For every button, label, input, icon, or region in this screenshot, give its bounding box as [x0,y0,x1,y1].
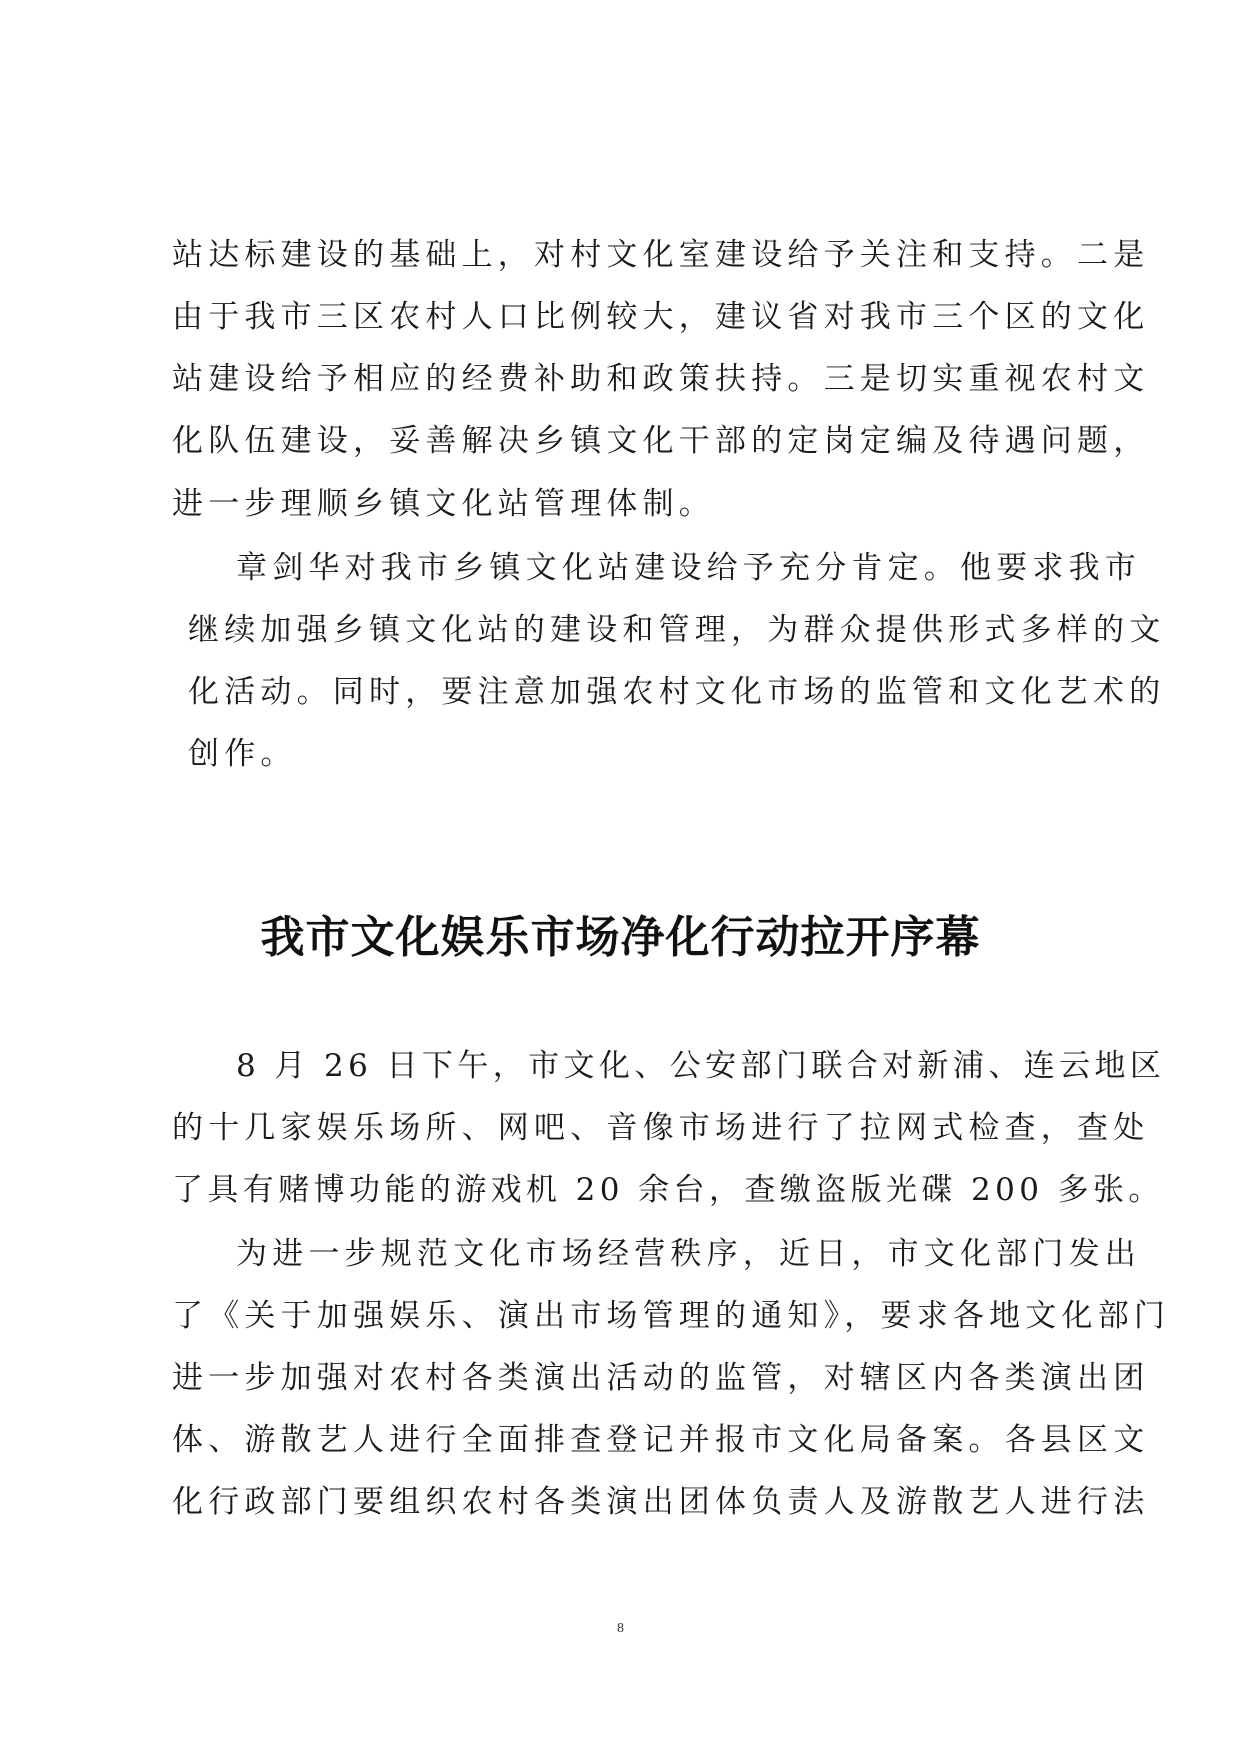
text-line: 继续加强乡镇文化站的建设和管理，为群众提供形式多样的文 [188,612,1166,648]
text-line: 化活动。同时，要注意加强农村文化市场的监管和文化艺术的 [188,674,1166,710]
text-line: 了《关于加强娱乐、演出市场管理的通知》，要求各地文化部门 [172,1298,1171,1334]
text-line: 由于我市三区农村人口比例较大，建议省对我市三个区的文化 [172,299,1150,335]
article-title: 我市文化娱乐市场净化行动拉开序幕 [260,912,981,963]
text-line: 进一步理顺乡镇文化站管理体制。 [172,486,715,522]
page-number: 8 [617,1621,624,1636]
text-line: 站建设给予相应的经费补助和政策扶持。三是切实重视农村文 [172,361,1150,397]
text-line: 的十几家娱乐场所、网吧、音像市场进行了拉网式检查，查处 [172,1110,1150,1146]
text-line: 创作。 [188,736,297,772]
text-line: 8 月 26 日下午，市文化、公安部门联合对新浦、连云地区 [236,1048,1166,1084]
text-line: 站达标建设的基础上，对村文化室建设给予关注和支持。二是 [172,237,1150,273]
text-line: 体、游散艺人进行全面排查登记并报市文化局备案。各县区文 [172,1422,1150,1458]
text-line: 进一步加强对农村各类演出活动的监管，对辖区内各类演出团 [172,1360,1150,1396]
text-line: 了具有赌博功能的游戏机 20 余台，查缴盗版光碟 200 多张。 [172,1172,1164,1208]
text-line: 为进一步规范文化市场经营秩序，近日，市文化部门发出 [236,1236,1141,1272]
text-line: 化行政部门要组织农村各类演出团体负责人及游散艺人进行法 [172,1484,1150,1520]
text-line: 化队伍建设，妥善解决乡镇文化干部的定岗定编及待遇问题， [172,423,1150,459]
text-line: 章剑华对我市乡镇文化站建设给予充分肯定。他要求我市 [236,550,1141,586]
